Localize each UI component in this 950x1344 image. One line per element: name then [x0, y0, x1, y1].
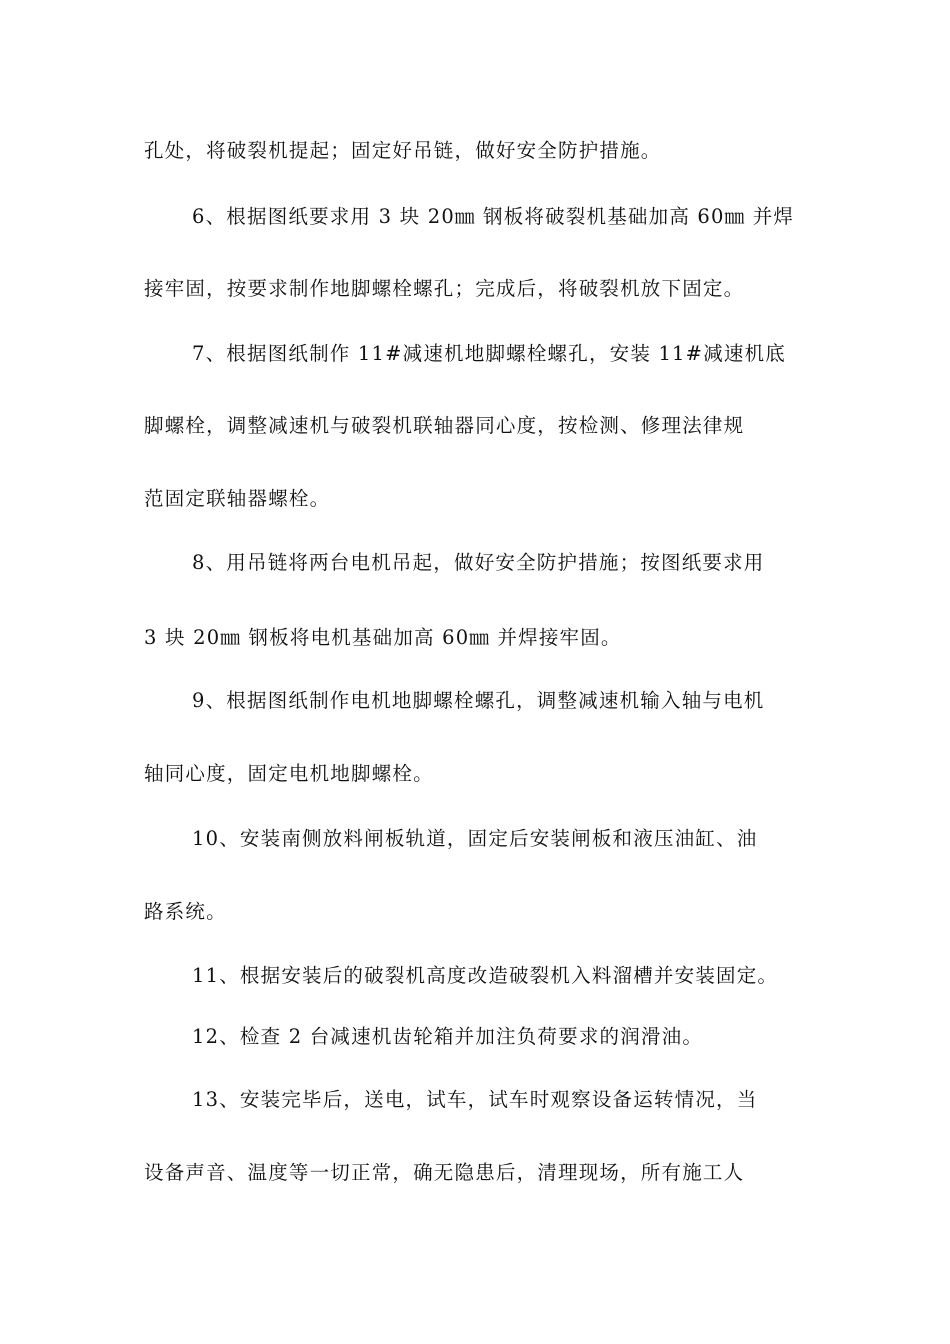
text-line-6: 范固定联轴器螺栓。	[144, 487, 331, 510]
text-line-2: 6、根据图纸要求用 3 块 20㎜ 钢板将破裂机基础加高 60㎜ 并焊	[192, 205, 795, 228]
text-line-3: 接牢固，按要求制作地脚螺栓螺孔；完成后，将破裂机放下固定。	[144, 277, 745, 300]
text-line-12: 路系统。	[144, 900, 227, 923]
text-line-11: 10、安装南侧放料闸板轨道，固定后安装闸板和液压油缸、油	[192, 827, 758, 850]
text-line-15: 13、安装完毕后，送电，试车，试车时观察设备运转情况，当	[192, 1088, 758, 1111]
text-line-10: 轴同心度，固定电机地脚螺栓。	[144, 762, 434, 785]
text-line-1: 孔处，将破裂机提起；固定好吊链，做好安全防护措施。	[144, 139, 662, 162]
text-line-8: 3 块 20㎜ 钢板将电机基础加高 60㎜ 并焊接牢固。	[144, 626, 622, 649]
text-line-14: 12、检查 2 台减速机齿轮箱并加注负荷要求的润滑油。	[192, 1025, 704, 1048]
text-line-7: 8、用吊链将两台电机吊起，做好安全防护措施；按图纸要求用	[192, 551, 765, 574]
text-line-16: 设备声音、温度等一切正常，确无隐患后，清理现场，所有施工人	[144, 1161, 745, 1184]
text-line-13: 11、根据安装后的破裂机高度改造破裂机入料溜槽并安装固定。	[192, 964, 779, 987]
text-line-4: 7、根据图纸制作 11#减速机地脚螺栓螺孔，安装 11#减速机底	[192, 342, 787, 365]
text-line-9: 9、根据图纸制作电机地脚螺栓螺孔，调整减速机输入轴与电机	[192, 689, 765, 712]
text-line-5: 脚螺栓，调整减速机与破裂机联轴器同心度，按检测、修理法律规	[144, 414, 745, 437]
